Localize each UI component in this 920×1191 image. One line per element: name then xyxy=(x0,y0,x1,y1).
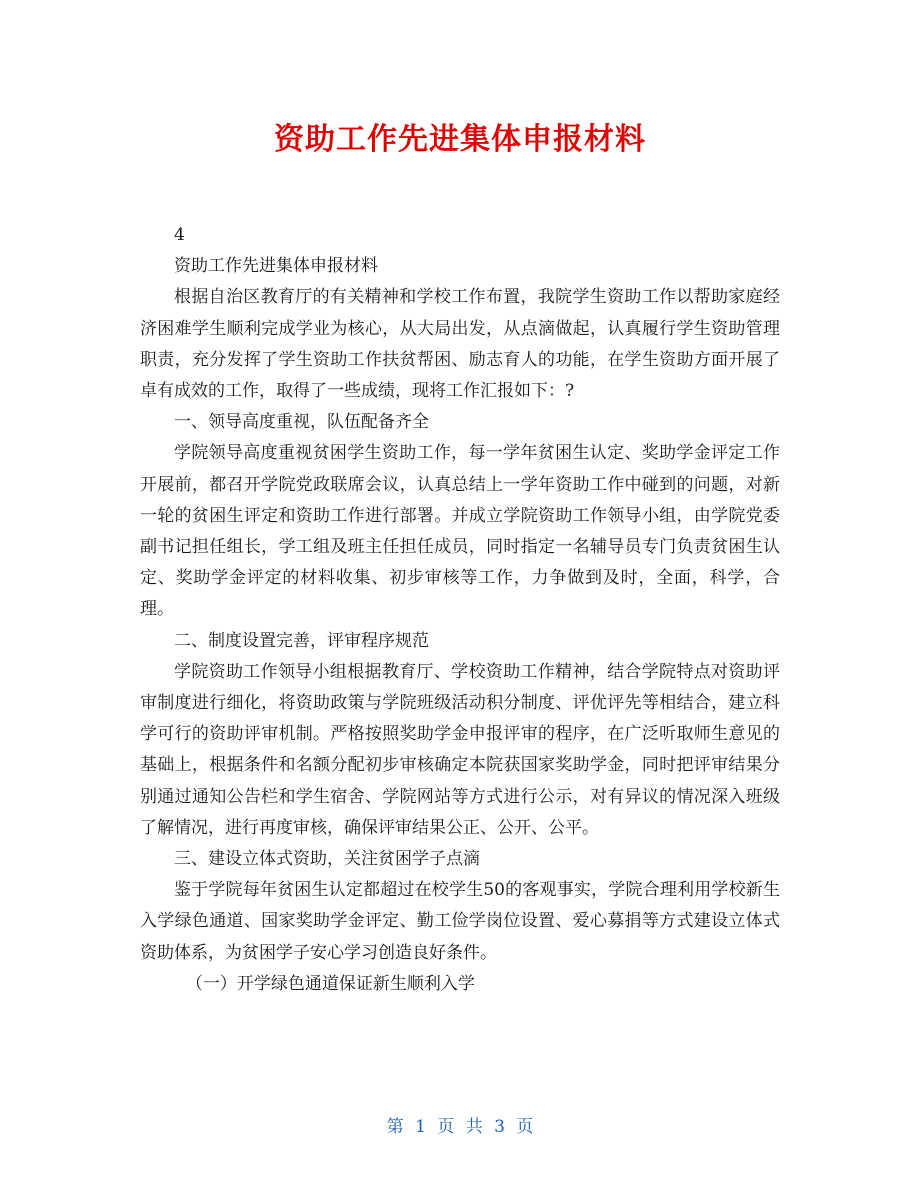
section-heading-1: 一、领导高度重视，队伍配备齐全 xyxy=(174,412,429,433)
paragraph-section-3: 鉴于学院每年贫困生认定都超过在校学生50的客观事实，学院合理利用学校新生入学绿色通道、国家奖助学金评定、勤工俭学岗位设置、爱心募捐等方式建设立体式资助体系，为贫困学子安心学习创造良好条件。 xyxy=(140,880,780,963)
subsection-heading-1: （一）开学绿色通道保证新生顺利入学 xyxy=(185,973,475,994)
paragraph-intro: 根据自治区教育厅的有关精神和学校工作布置，我院学生资助工作以帮助家庭经济困难学生顺利完成学业为核心，从大局出发，从点滴做起，认真履行学生资助管理职责，充分发挥了学生资助工作扶贫帮困、励志育人的功能，在学生资助方面开展了卓有成效的工作，取得了一些成绩，现将工作汇报如下：? xyxy=(140,287,780,402)
page-title: 资助工作先进集体申报材料 xyxy=(274,122,646,157)
page-footer: 第 1 页 共 3 页 xyxy=(386,1117,534,1137)
section-heading-3: 三、建设立体式资助，关注贫困学子点滴 xyxy=(174,849,480,870)
section-heading-2: 二、制度设置完善，评审程序规范 xyxy=(174,630,429,651)
paragraph-number: 4 xyxy=(174,225,185,245)
paragraph-section-1: 学院领导高度重视贫困学生资助工作，每一学年贫困生认定、奖助学金评定工作开展前，都召开学院党政联席会议，认真总结上一学年资助工作中碰到的问题，对新一轮的贫困生评定和资助工作进行部署。并成立学院资助工作领导小组，由学院党委副书记担任组长，学工组及班主任担任成员，同时指定一名辅导员专门负责贫困生认定、奖助学金评定的材料收集、初步审核等工作，力争做到及时，全面，科学，合理。 xyxy=(140,443,780,620)
paragraph-subtitle: 资助工作先进集体申报材料 xyxy=(174,256,378,277)
document-body xyxy=(140,220,780,1000)
paragraph-section-2: 学院资助工作领导小组根据教育厅、学校资助工作精神，结合学院特点对资助评审制度进行细化，将资助政策与学院班级活动积分制度、评优评先等相结合，建立科学可行的资助评审机制。严格按照奖助学金申报评审的程序，在广泛听取师生意见的基础上，根据条件和名额分配初步审核确定本院获国家奖助学金，同时把评审结果分别通过通知公告栏和学生宿舍、学院网站等方式进行公示，对有异议的情况深入班级了解情况，进行再度审核，确保评审结果公正、公开、公平。 xyxy=(140,661,780,838)
